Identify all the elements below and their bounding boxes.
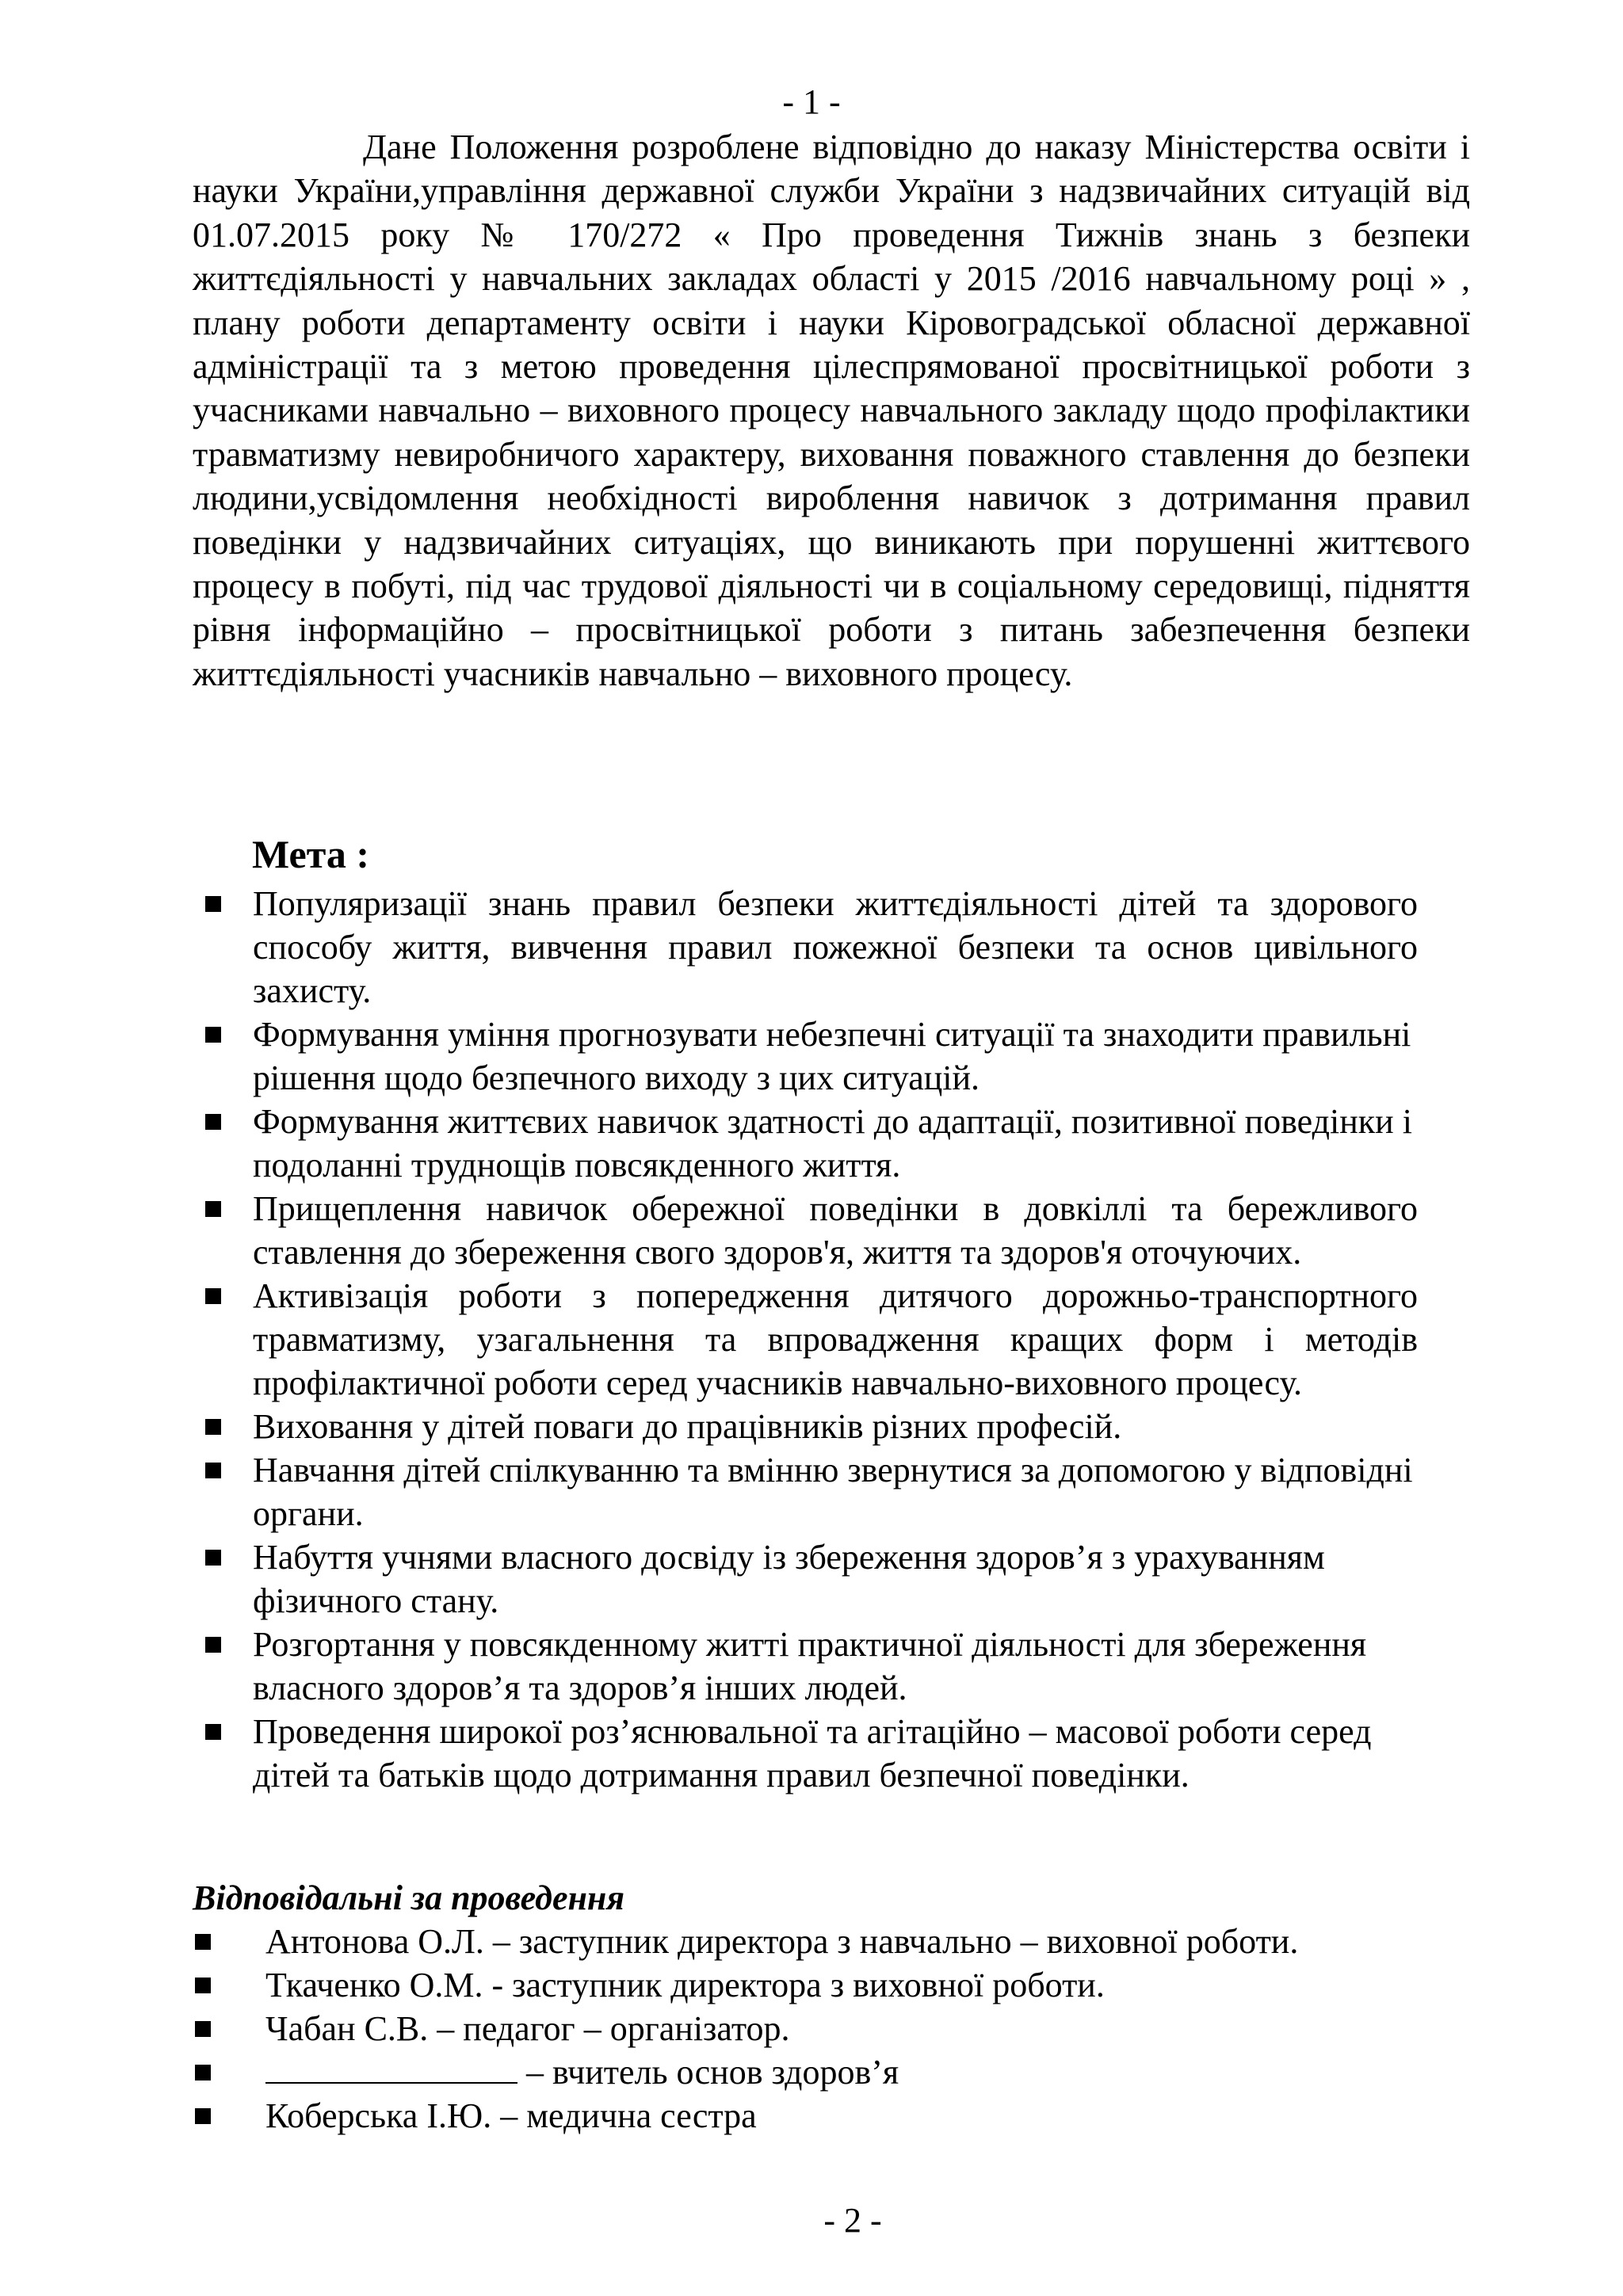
responsible-heading: Відповідальні за проведення: [193, 1878, 624, 1917]
list-item: [193, 1920, 1476, 1963]
intro-paragraph: Дане Положення розроблене відповідно до наказу Міністерства освіти і науки України,управління державної служби України з надзвичайних ситуацій від 01.07.2015 року № 170/272 « Про проведення Тижнів знань з безпеки життєдіяльності у навчальних закладах області у 2015 /2016 навчальному році » , плану роботи департаменту освіти і науки Кіровоградської обласної державної адміністрації та з метою проведення цілеспрямованої просвітницької роботи з учасниками навчально – виховного процесу навчального закладу щодо профілактики травматизму невиробничого характеру, виховання поважного ставлення до безпеки людини,усвідомлення необхідності вироблення навичок з дотримання правил поведінки у надзвичайних ситуаціях, що виникають при порушенні життєвого процесу в побуті, під час трудової діяльності чи в соціальному середовищі, підняття рівня інформаційно – просвітницької роботи з питань забезпечення безпеки життєдіяльності учасників навчально – виховного процесу.: [193, 128, 1470, 693]
square-bullet-icon: [205, 1419, 221, 1435]
square-bullet-icon: [205, 1027, 221, 1043]
list-item-text: Коберська І.Ю. – медична сестра: [265, 2096, 757, 2135]
list-item-text: Навчання дітей спілкуванню та вмінню звернутися за допомогою у відповідні органи.: [253, 1451, 1413, 1533]
list-item-text: Формування життєвих навичок здатності до адаптації, позитивної поведінки і подоланні труднощів повсякденного життя.: [253, 1102, 1412, 1184]
square-bullet-icon: [205, 1637, 221, 1653]
square-bullet-icon: [195, 2021, 211, 2037]
list-item-text: Формування уміння прогнозувати небезпечні ситуації та знаходити правильні рішення щодо безпечного виходу з цих ситуацій.: [253, 1015, 1411, 1097]
list-item-text: Прищеплення навичок обережної поведінки в довкіллі та бережливого ставлення до збереження свого здоров'я, життя та здоров'я оточуючих.: [253, 1189, 1418, 1272]
list-item-text: Активізація роботи з попередження дитячого дорожньо-транспортного травматизму, узагальнення та впровадження кращих форм і методів профілактичної роботи серед учасників навчально-виховного процесу.: [253, 1276, 1418, 1402]
list-item-text: Чабан С.В. – педагог – організатор.: [265, 2009, 790, 2048]
list-item: [200, 1187, 1418, 1274]
square-bullet-icon: [195, 2065, 211, 2081]
list-item: [200, 1274, 1418, 1405]
list-item: [200, 1013, 1445, 1100]
square-bullet-icon: [205, 1463, 221, 1478]
list-item: [193, 2007, 1476, 2050]
list-item: [200, 1535, 1445, 1623]
list-item: [200, 882, 1418, 1013]
square-bullet-icon: [205, 1724, 221, 1740]
square-bullet-icon: [195, 1934, 211, 1950]
mission-heading: Мета :: [252, 832, 370, 876]
square-bullet-icon: [205, 1550, 221, 1566]
list-item-text: Популяризації знань правил безпеки життєдіяльності дітей та здорового способу життя, вивчення правил пожежної безпеки та основ цивільного захисту.: [253, 884, 1418, 1010]
list-item-text: Виховання у дітей поваги до працівників різних професій.: [253, 1407, 1122, 1446]
square-bullet-icon: [195, 2108, 211, 2124]
square-bullet-icon: [195, 1978, 211, 1993]
page-number-bottom: - 2 -: [823, 2201, 882, 2240]
responsible-list: [193, 1920, 1476, 2138]
list-item: [200, 1623, 1445, 1710]
square-bullet-icon: [205, 1114, 221, 1130]
list-item-text: Ткаченко О.М. - заступник директора з виховної роботи.: [265, 1966, 1105, 2004]
square-bullet-icon: [205, 1288, 221, 1304]
square-bullet-icon: [205, 896, 221, 912]
list-item: [200, 1448, 1445, 1535]
list-item-text: Проведення широкої роз’яснювальної та агітаційно – масової роботи серед дітей та батьків щодо дотримання правил безпечної поведінки.: [253, 1712, 1372, 1794]
list-item: [200, 1405, 1445, 1448]
list-item-text: Розгортання у повсякденному житті практичної діяльності для збереження власного здоров’я та здоров’я інших людей.: [253, 1625, 1367, 1707]
mission-list: [200, 882, 1445, 1797]
list-item: [193, 2094, 1476, 2138]
list-item-text: – вчитель основ здоров’я: [526, 2053, 899, 2092]
list-item: [200, 1710, 1445, 1797]
list-item: [200, 1100, 1445, 1187]
blank-name-line: [265, 2050, 517, 2084]
list-item: [193, 2050, 1476, 2094]
list-item: [193, 1963, 1476, 2007]
list-item-text: Набуття учнями власного досвіду із збереження здоров’я з урахуванням фізичного стану.: [253, 1538, 1325, 1620]
page-number-top: - 1 -: [782, 82, 841, 121]
square-bullet-icon: [205, 1201, 221, 1217]
list-item-text: Антонова О.Л. – заступник директора з навчально – виховної роботи.: [265, 1922, 1299, 1961]
